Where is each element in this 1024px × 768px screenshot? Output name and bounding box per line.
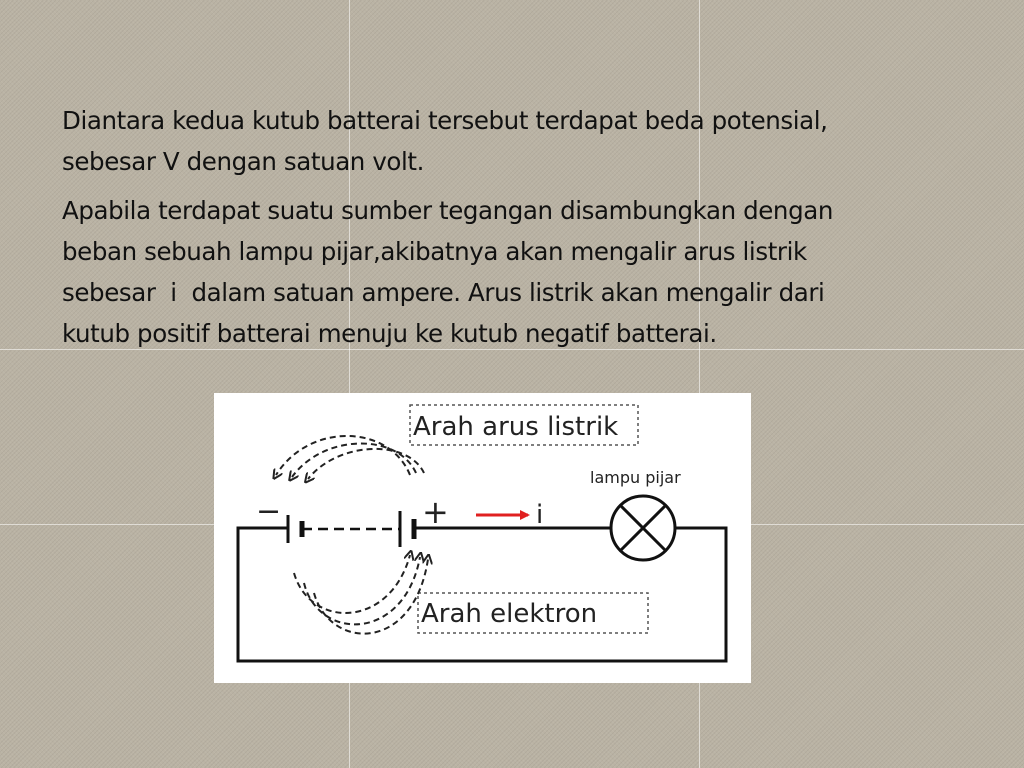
- electron-direction-label: Arah elektron: [421, 599, 598, 629]
- paragraph-potential-difference: Diantara kedua kutub batterai tersebut terdapat beda potensial, sebesar V dengan satuan volt.: [62, 106, 828, 176]
- electron-direction-arrows: [294, 555, 428, 634]
- current-curve-arrow: [308, 449, 424, 479]
- current-direction-arrows: [276, 436, 424, 479]
- lamp-label: lampu pijar: [590, 468, 681, 487]
- electron-curve-arrow: [304, 557, 420, 624]
- lamp-symbol: [611, 496, 675, 560]
- electron-curve-arrow: [314, 559, 428, 634]
- circuit-diagram: [214, 393, 751, 683]
- current-direction-label: Arah arus listrik: [413, 412, 619, 442]
- battery-cells: [288, 511, 414, 547]
- current-symbol: i: [536, 500, 544, 530]
- minus-symbol: −: [256, 494, 282, 529]
- slide-body-text: [62, 100, 962, 354]
- current-curve-arrow: [292, 443, 416, 477]
- plus-symbol: +: [422, 493, 449, 531]
- paragraph-current-flow: Apabila terdapat suatu sumber tegangan disambungkan dengan beban sebuah lampu pijar,akibatnya akan mengalir arus listrik sebesar i dalam satuan ampere. Arus listrik akan mengalir dari kutub positif batterai menuju ke kutub negatif batterai.: [62, 196, 833, 348]
- electron-curve-arrow: [294, 555, 410, 613]
